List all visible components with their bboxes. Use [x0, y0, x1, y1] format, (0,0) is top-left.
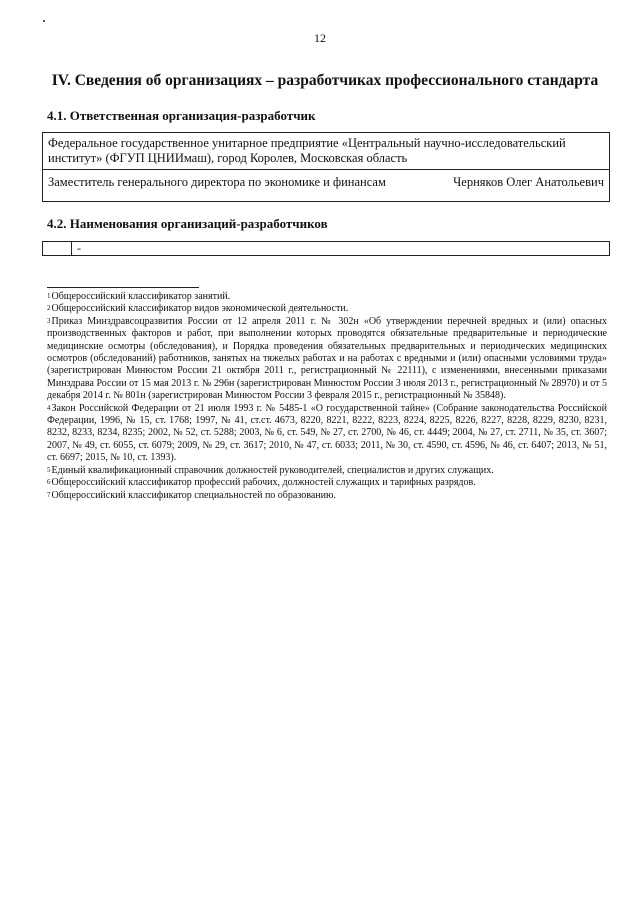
section-title: IV. Сведения об организациях – разработчиках профессионального стандарта	[51, 72, 599, 89]
developer-orgs-heading: 4.2. Наименования организаций-разработчиков	[47, 216, 328, 231]
org-name-row	[43, 133, 610, 170]
footnote-mark: 2	[47, 304, 51, 313]
scan-speck	[43, 20, 45, 22]
footnote-text: Общероссийский классификатор видов экономической деятельности.	[51, 303, 349, 315]
responsible-org-table	[42, 132, 610, 202]
footnote-mark: 6	[47, 478, 51, 487]
footnote-mark: 4	[47, 403, 51, 412]
footnote	[47, 316, 607, 403]
footnote-text: Общероссийский классификатор специальностей по образованию.	[51, 489, 336, 501]
head-name: Черняков Олег Анатольевич	[453, 175, 604, 189]
org-head-row	[43, 170, 610, 202]
developer-orgs-table	[42, 241, 610, 256]
footnote-text: Общероссийский классификатор профессий рабочих, должностей служащих и тарифных разрядов.	[51, 477, 476, 489]
footnotes	[47, 291, 607, 502]
developer-row-name: -	[72, 242, 610, 256]
footnote	[47, 490, 607, 502]
footnote-text: Закон Российской Федерации от 21 июля 1993 г. № 5485-1 «О государственной тайне» (Собрание законодательства Российской Федерации, 1996, № 15, ст. 1768; 1997, № 41, ст.ст. 4673, 8220, 8221, 8222, 8223, 8224, 8225, 8226, 8227, 8228, 8229, 8230, 8231, 8232, 8233, 8234, 8235; 2002, № 52, ст. 5288; 2003, № 6, ст. 549, № 27, ст. 2700, № 46, ст. 4449; 2004, № 27, ст. 2711, № 35, ст. 3607; 2007, № 49, ст. 6055, ст. 6079; 2009, № 29, ст. 3617; 2010, № 47, ст. 6033; 2011, № 30, ст. 4590, ст. 4596, № 46, ст. 6407; 2013, № 51, ст. 6697; 2015, № 10, ст. 1393).	[47, 402, 607, 464]
footnote	[47, 291, 607, 303]
footnote	[47, 465, 607, 477]
footnote	[47, 477, 607, 489]
footnote-mark: 1	[47, 292, 51, 300]
head-position: Заместитель генерального директора по экономике и финансам	[48, 175, 386, 189]
org-name-cell: Федеральное государственное унитарное предприятие «Центральный научно-исследовательский институт» (ФГУП ЦНИИмаш), город Королев, Московская область	[43, 133, 610, 170]
footnote-separator	[47, 287, 199, 288]
developer-row-number	[43, 242, 72, 256]
footnote	[47, 403, 607, 465]
page-number: 12	[314, 31, 326, 45]
org-head-cell	[43, 170, 610, 202]
footnote-text: Единый квалификационный справочник должностей руководителей, специалистов и других служащих.	[51, 464, 494, 476]
footnote-text: Общероссийский классификатор занятий.	[51, 291, 231, 302]
footnote-mark: 7	[47, 490, 51, 499]
developer-row	[43, 242, 610, 256]
footnote-mark: 3	[47, 316, 51, 325]
footnote-text: Приказ Минздравсоцразвития России от 12 апреля 2011 г. № 302н «Об утверждении перечней вредных и (или) опасных производственных факторов и работ, при выполнении которых проводятся обязательные предварительные и периодические медицинские осмотры (обследования), и Порядка проведения обязательных предварительных и периодических медицинских осмотров (обследований) работников, занятых на тяжелых работах и на работах с вредными и (или) опасными условиями труда» (зарегистрирован Минюстом России 21 октября 2011 г., регистрационный № 22111), с изменениями, внесенными приказами Минздрава России от 15 мая 2013 г. № 296н (зарегистрирован Минюстом России 3 июля 2013 г., регистрационный № 28970) и от 5 декабря 2014 г. № 801н (зарегистрирован Минюстом России 3 февраля 2015 г., регистрационный № 35848).	[47, 315, 607, 402]
responsible-org-heading: 4.1. Ответственная организация-разработчик	[47, 108, 316, 123]
footnote	[47, 303, 607, 315]
footnote-mark: 5	[47, 465, 51, 474]
